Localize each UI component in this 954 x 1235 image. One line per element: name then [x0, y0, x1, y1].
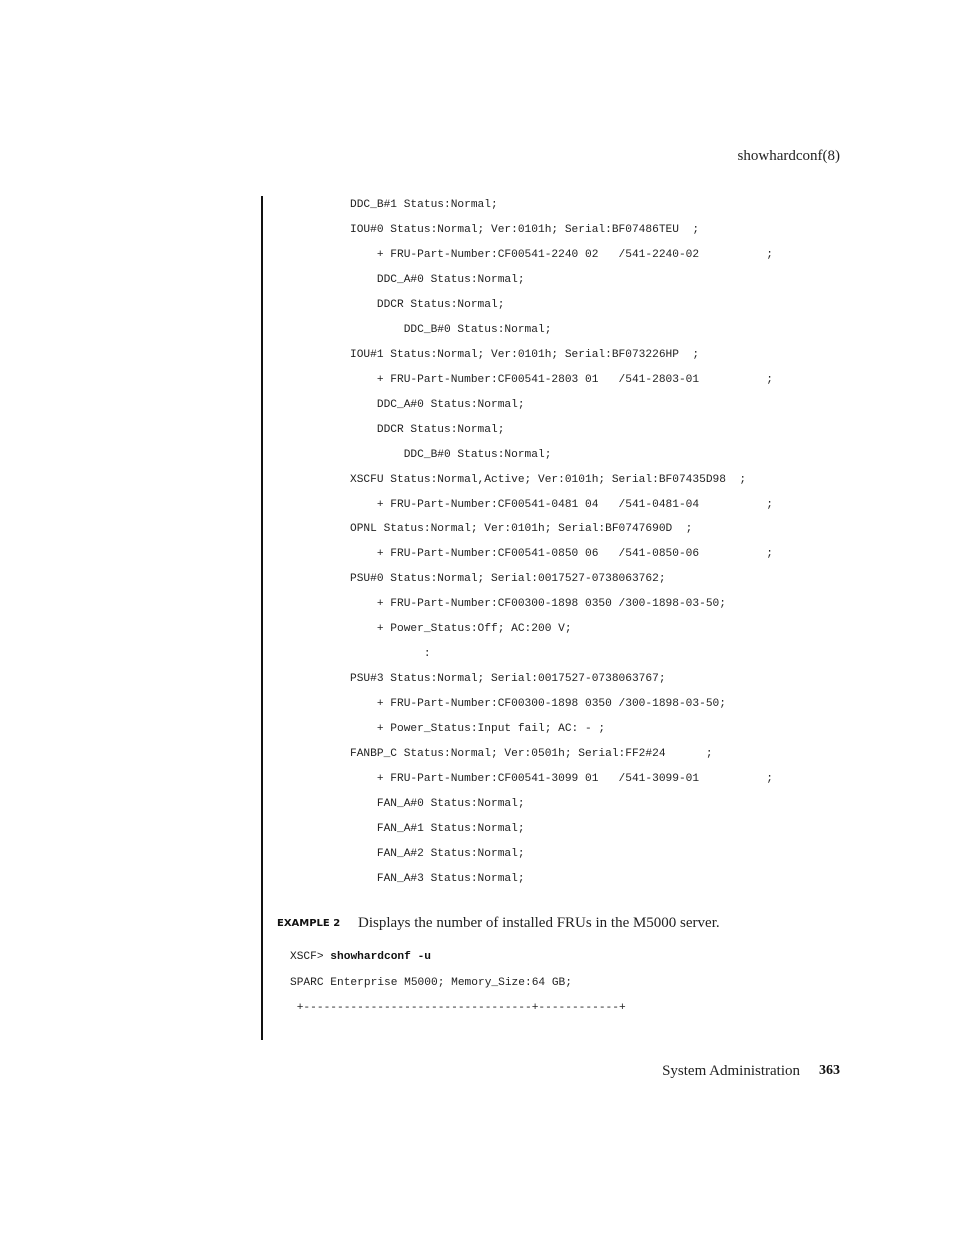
code-line: + FRU-Part-Number:CF00541-2240 02 /541-2240-02 ;: [350, 248, 773, 261]
code-line: DDC_A#0 Status:Normal;: [350, 273, 525, 286]
code-line: + FRU-Part-Number:CF00541-0481 04 /541-0481-04 ;: [350, 498, 773, 511]
example-description: Displays the number of installed FRUs in the M5000 server.: [358, 915, 720, 931]
code-line: DDC_B#0 Status:Normal;: [350, 448, 552, 461]
footer-section-title: System Administration: [662, 1063, 800, 1079]
code-line: DDCR Status:Normal;: [350, 298, 505, 311]
code-line: PSU#3 Status:Normal; Serial:0017527-0738063767;: [350, 673, 666, 686]
code-line: IOU#0 Status:Normal; Ver:0101h; Serial:BF07486TEU ;: [350, 223, 700, 236]
page-header-title: showhardconf(8): [737, 148, 840, 164]
code-line: PSU#0 Status:Normal; Serial:0017527-0738063762;: [350, 573, 666, 586]
code-line: :: [350, 648, 431, 661]
footer-page-number: 363: [819, 1063, 840, 1078]
command-prompt: XSCF>: [290, 951, 331, 963]
code-line: FAN_A#2 Status:Normal;: [350, 847, 525, 860]
code-line: FANBP_C Status:Normal; Ver:0501h; Serial:FF2#24 ;: [350, 748, 713, 761]
code-line: + FRU-Part-Number:CF00541-3099 01 /541-3099-01 ;: [350, 773, 773, 786]
code-line: DDCR Status:Normal;: [350, 423, 505, 436]
code-line: FAN_A#3 Status:Normal;: [350, 872, 525, 885]
code-line: IOU#1 Status:Normal; Ver:0101h; Serial:BF073226HP ;: [350, 348, 700, 361]
command-output-line: SPARC Enterprise M5000; Memory_Size:64 GB;: [290, 977, 572, 989]
example-label: EXAMPLE 2: [277, 918, 341, 929]
command-text: showhardconf -u: [330, 951, 432, 963]
code-line: FAN_A#1 Status:Normal;: [350, 823, 525, 835]
change-bar: [261, 196, 263, 1040]
code-line: XSCFU Status:Normal,Active; Ver:0101h; Serial:BF07435D98 ;: [350, 473, 747, 486]
code-line: DDC_B#1 Status:Normal;: [350, 199, 498, 211]
command-output-line: +----------------------------------+------------+: [290, 1002, 626, 1014]
code-line: + FRU-Part-Number:CF00300-1898 0350 /300-1898-03-50;: [350, 598, 726, 611]
code-line: + Power_Status:Off; AC:200 V;: [350, 623, 572, 636]
code-line: FAN_A#0 Status:Normal;: [350, 798, 525, 811]
code-line: DDC_B#0 Status:Normal;: [350, 323, 552, 336]
code-line: + FRU-Part-Number:CF00300-1898 0350 /300-1898-03-50;: [350, 698, 726, 711]
code-line: DDC_A#0 Status:Normal;: [350, 398, 525, 411]
code-line: + FRU-Part-Number:CF00541-2803 01 /541-2803-01 ;: [350, 373, 773, 386]
code-line: + Power_Status:Input fail; AC: - ;: [350, 723, 606, 736]
code-line: OPNL Status:Normal; Ver:0101h; Serial:BF0747690D ;: [350, 523, 693, 536]
code-line: + FRU-Part-Number:CF00541-0850 06 /541-0850-06 ;: [350, 548, 773, 561]
command-line: [290, 951, 431, 963]
